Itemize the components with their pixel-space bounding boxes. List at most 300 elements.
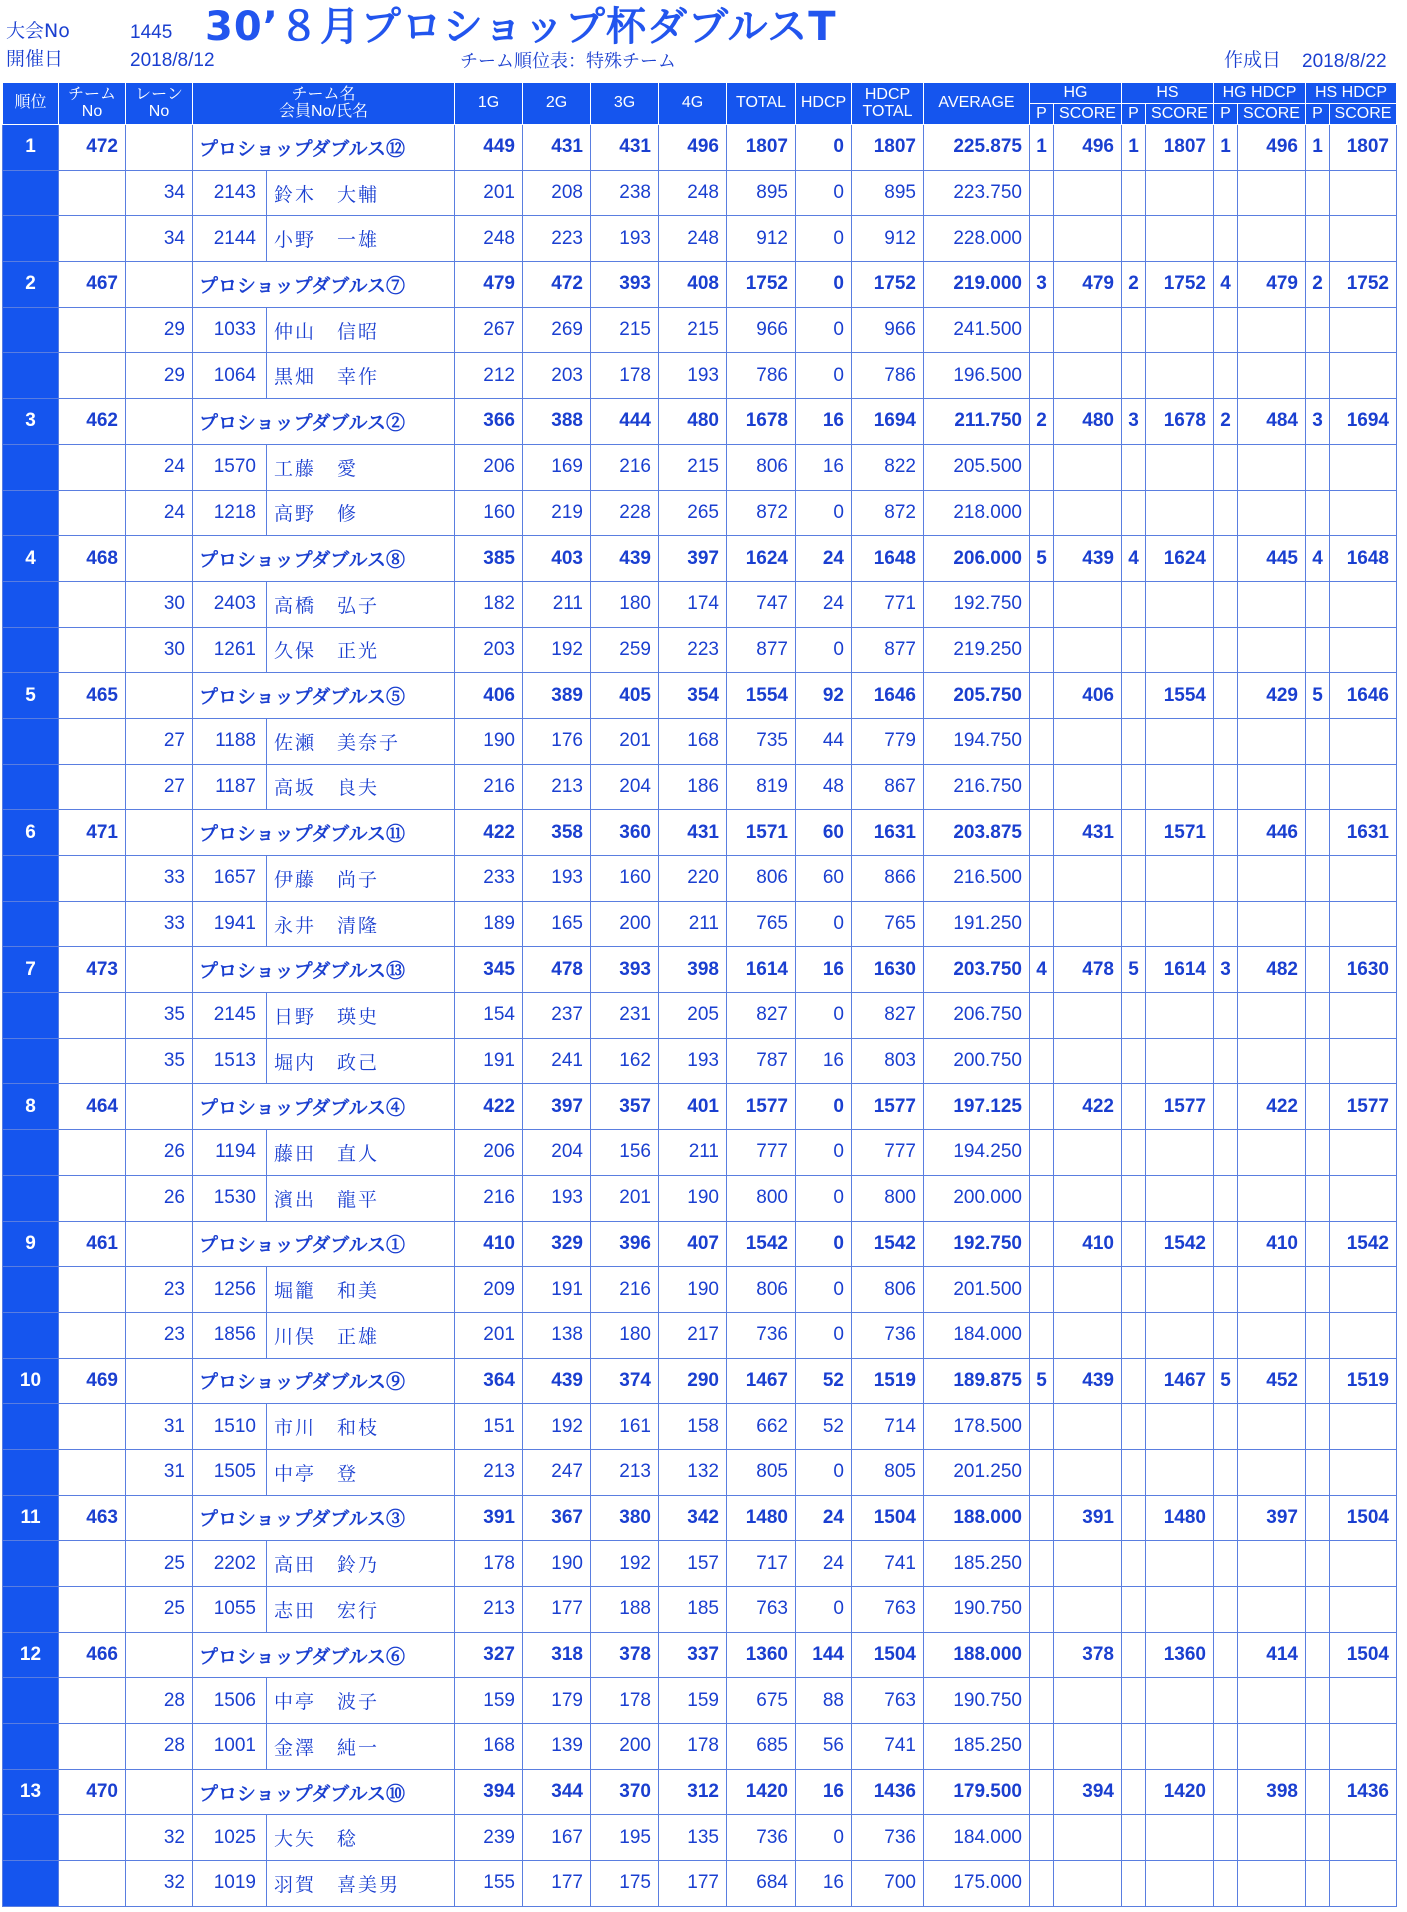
tournament-no-label: 大会No [6, 20, 70, 42]
lane-cell: 28 [126, 1678, 193, 1724]
average-cell: 205.750 [924, 673, 1030, 719]
team-no-cell [59, 581, 126, 627]
member-no-cell: 1506 [193, 1678, 267, 1724]
hsh-score-cell: 1519 [1330, 1358, 1397, 1404]
rank-cell: 12 [3, 1632, 59, 1678]
average-cell: 219.250 [924, 627, 1030, 673]
hgh-score-cell [1238, 444, 1306, 490]
col-1g: 1G [455, 83, 523, 125]
total-cell: 805 [727, 1449, 796, 1495]
game-1-cell: 160 [455, 490, 523, 536]
member-name-cell: 鈴木 大輔 [267, 170, 455, 216]
hgh-p-cell [1214, 490, 1238, 536]
rank-cell: 5 [3, 673, 59, 719]
member-row [3, 1175, 1397, 1221]
hgh-p-cell [1214, 307, 1238, 353]
hdcp-total-cell: 822 [852, 444, 924, 490]
hsh-p-cell [1306, 170, 1330, 216]
hsh-score-cell: 1630 [1330, 947, 1397, 993]
hgh-score-cell: 484 [1238, 399, 1306, 445]
hsh-score-cell [1330, 1861, 1397, 1907]
team-no-cell [59, 1815, 126, 1861]
hs-p-cell [1122, 1312, 1146, 1358]
hsh-score-cell: 1504 [1330, 1495, 1397, 1541]
team-no-cell: 465 [59, 673, 126, 719]
member-row [3, 627, 1397, 673]
hdcp-cell: 92 [796, 673, 852, 719]
member-no-cell: 1657 [193, 856, 267, 902]
total-cell: 1542 [727, 1221, 796, 1267]
game-2-cell: 403 [523, 536, 591, 582]
rank-cell: 13 [3, 1769, 59, 1815]
game-3-cell: 431 [591, 125, 659, 171]
game-3-cell: 201 [591, 1175, 659, 1221]
hs-p-cell [1122, 1541, 1146, 1587]
hg-score-cell [1054, 170, 1122, 216]
game-1-cell: 212 [455, 353, 523, 399]
game-3-cell: 378 [591, 1632, 659, 1678]
rank-cell [3, 901, 59, 947]
hs-p-cell [1122, 444, 1146, 490]
hsh-score-cell: 1504 [1330, 1632, 1397, 1678]
hgh-score-cell [1238, 901, 1306, 947]
game-2-cell: 192 [523, 1404, 591, 1450]
game-2-cell: 204 [523, 1130, 591, 1176]
lane-cell [126, 262, 193, 308]
lane-cell [126, 399, 193, 445]
total-cell: 736 [727, 1815, 796, 1861]
game-2-cell: 138 [523, 1312, 591, 1358]
hdcp-total-cell: 1630 [852, 947, 924, 993]
hdcp-cell: 16 [796, 1769, 852, 1815]
hsh-score-cell: 1752 [1330, 262, 1397, 308]
game-1-cell: 364 [455, 1358, 523, 1404]
lane-cell [126, 536, 193, 582]
game-4-cell: 132 [659, 1449, 727, 1495]
hgh-p-cell [1214, 1312, 1238, 1358]
game-4-cell: 177 [659, 1861, 727, 1907]
hs-score-cell: 1624 [1146, 536, 1214, 582]
total-cell: 966 [727, 307, 796, 353]
hgh-score-cell [1238, 1449, 1306, 1495]
col-team-name: チーム名 会員No/氏名 [193, 83, 455, 125]
lane-cell: 33 [126, 856, 193, 902]
game-4-cell: 217 [659, 1312, 727, 1358]
hs-score-cell [1146, 901, 1214, 947]
game-2-cell: 179 [523, 1678, 591, 1724]
hs-p-cell [1122, 1815, 1146, 1861]
hsh-p-cell [1306, 1358, 1330, 1404]
hsh-score-cell [1330, 1815, 1397, 1861]
game-2-cell: 193 [523, 856, 591, 902]
hg-p-cell [1030, 764, 1054, 810]
member-name-cell: 日野 瑛史 [267, 993, 455, 1039]
team-no-cell [59, 170, 126, 216]
hsh-score-cell: 1631 [1330, 810, 1397, 856]
member-name-cell: 志田 宏行 [267, 1587, 455, 1633]
hg-p-cell [1030, 1815, 1054, 1861]
hdcp-total-cell: 827 [852, 993, 924, 1039]
average-cell: 188.000 [924, 1632, 1030, 1678]
hs-score-cell: 1480 [1146, 1495, 1214, 1541]
game-3-cell: 216 [591, 1267, 659, 1313]
hdcp-cell: 24 [796, 536, 852, 582]
hg-score-cell: 391 [1054, 1495, 1122, 1541]
hsh-score-cell [1330, 764, 1397, 810]
hsh-p-cell [1306, 947, 1330, 993]
rank-cell [3, 1130, 59, 1176]
member-name-cell: 藤田 直人 [267, 1130, 455, 1176]
hg-p-cell [1030, 1175, 1054, 1221]
hsh-p-cell [1306, 1038, 1330, 1084]
game-2-cell: 388 [523, 399, 591, 445]
game-2-cell: 439 [523, 1358, 591, 1404]
member-row [3, 1038, 1397, 1084]
game-4-cell: 397 [659, 536, 727, 582]
team-row [3, 1084, 1397, 1130]
game-1-cell: 233 [455, 856, 523, 902]
member-no-cell: 1064 [193, 353, 267, 399]
game-3-cell: 393 [591, 262, 659, 308]
hs-score-cell [1146, 1861, 1214, 1907]
game-2-cell: 237 [523, 993, 591, 1039]
hsh-p-cell [1306, 1769, 1330, 1815]
total-cell: 787 [727, 1038, 796, 1084]
member-row [3, 856, 1397, 902]
member-name-cell: 仲山 信昭 [267, 307, 455, 353]
hs-score-cell [1146, 1404, 1214, 1450]
hgh-score-cell: 446 [1238, 810, 1306, 856]
team-no-cell [59, 1175, 126, 1221]
hs-score-cell [1146, 307, 1214, 353]
game-3-cell: 357 [591, 1084, 659, 1130]
total-cell: 747 [727, 581, 796, 627]
lane-cell: 30 [126, 581, 193, 627]
average-cell: 190.750 [924, 1678, 1030, 1724]
hg-p-cell [1030, 856, 1054, 902]
hgh-score-cell [1238, 1587, 1306, 1633]
game-3-cell: 160 [591, 856, 659, 902]
hgh-score-cell: 410 [1238, 1221, 1306, 1267]
game-4-cell: 174 [659, 581, 727, 627]
team-no-cell: 462 [59, 399, 126, 445]
game-3-cell: 200 [591, 901, 659, 947]
col-team-no: チーム No [59, 83, 126, 125]
game-1-cell: 178 [455, 1541, 523, 1587]
game-3-cell: 200 [591, 1724, 659, 1770]
hgh-p-cell [1214, 1495, 1238, 1541]
hgh-score-cell [1238, 581, 1306, 627]
hgh-p-cell [1214, 1678, 1238, 1724]
team-name-cell: プロショップダブルス⑨ [193, 1358, 455, 1404]
hgh-score-cell [1238, 1267, 1306, 1313]
hs-score-cell [1146, 1267, 1214, 1313]
game-3-cell: 178 [591, 1678, 659, 1724]
total-cell: 675 [727, 1678, 796, 1724]
total-cell: 806 [727, 1267, 796, 1313]
game-2-cell: 329 [523, 1221, 591, 1267]
rank-cell: 11 [3, 1495, 59, 1541]
total-cell: 662 [727, 1404, 796, 1450]
hg-p-cell: 1 [1030, 125, 1054, 171]
hs-p-cell [1122, 1861, 1146, 1907]
team-no-cell [59, 1449, 126, 1495]
hsh-score-cell [1330, 1175, 1397, 1221]
game-4-cell: 401 [659, 1084, 727, 1130]
hg-p-cell [1030, 810, 1054, 856]
game-1-cell: 385 [455, 536, 523, 582]
team-name-cell: プロショップダブルス① [193, 1221, 455, 1267]
rank-cell: 8 [3, 1084, 59, 1130]
hg-score-cell [1054, 993, 1122, 1039]
total-cell: 800 [727, 1175, 796, 1221]
hdcp-cell: 0 [796, 307, 852, 353]
team-name-cell: プロショップダブルス④ [193, 1084, 455, 1130]
member-row [3, 1267, 1397, 1313]
hsh-score-cell [1330, 444, 1397, 490]
game-4-cell: 157 [659, 1541, 727, 1587]
game-3-cell: 380 [591, 1495, 659, 1541]
hsh-p-cell [1306, 1404, 1330, 1450]
average-cell: 179.500 [924, 1769, 1030, 1815]
hdcp-total-cell: 805 [852, 1449, 924, 1495]
hg-score-cell [1054, 1449, 1122, 1495]
hdcp-cell: 0 [796, 1084, 852, 1130]
hs-score-cell [1146, 1312, 1214, 1358]
hs-p-cell [1122, 490, 1146, 536]
member-row [3, 307, 1397, 353]
game-4-cell: 290 [659, 1358, 727, 1404]
member-name-cell: 佐瀬 美奈子 [267, 718, 455, 764]
game-2-cell: 203 [523, 353, 591, 399]
member-row [3, 1861, 1397, 1907]
game-1-cell: 191 [455, 1038, 523, 1084]
member-name-cell: 高橋 弘子 [267, 581, 455, 627]
game-4-cell: 431 [659, 810, 727, 856]
game-3-cell: 161 [591, 1404, 659, 1450]
hg-score-cell [1054, 307, 1122, 353]
team-row [3, 536, 1397, 582]
member-name-cell: 小野 一雄 [267, 216, 455, 262]
hsh-score-cell [1330, 901, 1397, 947]
hsh-p-cell [1306, 1724, 1330, 1770]
hg-p-cell [1030, 170, 1054, 216]
game-4-cell: 496 [659, 125, 727, 171]
hgh-p-cell: 2 [1214, 399, 1238, 445]
hdcp-cell: 0 [796, 1130, 852, 1176]
member-row [3, 490, 1397, 536]
total-cell: 735 [727, 718, 796, 764]
hs-p-cell: 5 [1122, 947, 1146, 993]
hs-p-cell [1122, 810, 1146, 856]
hgh-score-cell [1238, 993, 1306, 1039]
hsh-p-cell [1306, 764, 1330, 810]
hsh-p-cell [1306, 1861, 1330, 1907]
team-no-cell: 471 [59, 810, 126, 856]
game-2-cell: 219 [523, 490, 591, 536]
hs-p-cell: 2 [1122, 262, 1146, 308]
hsh-score-cell: 1646 [1330, 673, 1397, 719]
hsh-p-cell: 5 [1306, 673, 1330, 719]
game-4-cell: 265 [659, 490, 727, 536]
average-cell: 191.250 [924, 901, 1030, 947]
game-2-cell: 358 [523, 810, 591, 856]
total-cell: 1678 [727, 399, 796, 445]
rank-cell [3, 1724, 59, 1770]
hsh-p-cell: 1 [1306, 125, 1330, 171]
average-cell: 184.000 [924, 1312, 1030, 1358]
hgh-score-cell: 496 [1238, 125, 1306, 171]
member-row [3, 1678, 1397, 1724]
game-4-cell: 159 [659, 1678, 727, 1724]
game-2-cell: 241 [523, 1038, 591, 1084]
lane-cell: 27 [126, 764, 193, 810]
lane-cell: 33 [126, 901, 193, 947]
hg-score-cell: 422 [1054, 1084, 1122, 1130]
hsh-score-cell [1330, 1130, 1397, 1176]
hs-score-cell [1146, 490, 1214, 536]
game-1-cell: 213 [455, 1449, 523, 1495]
col-hs-hdcp: HS HDCP [1306, 83, 1397, 104]
team-no-cell: 470 [59, 1769, 126, 1815]
hs-p-cell [1122, 1130, 1146, 1176]
lane-cell: 26 [126, 1175, 193, 1221]
rank-cell: 6 [3, 810, 59, 856]
member-row [3, 718, 1397, 764]
tournament-no: 1445 [130, 22, 173, 43]
lane-cell: 29 [126, 353, 193, 399]
game-1-cell: 479 [455, 262, 523, 308]
hs-score-cell [1146, 1815, 1214, 1861]
hgh-score-cell [1238, 856, 1306, 902]
hs-score-cell [1146, 993, 1214, 1039]
team-no-cell [59, 993, 126, 1039]
game-4-cell: 185 [659, 1587, 727, 1633]
hdcp-cell: 0 [796, 490, 852, 536]
game-2-cell: 191 [523, 1267, 591, 1313]
hdcp-cell: 24 [796, 1495, 852, 1541]
hdcp-total-cell: 1504 [852, 1632, 924, 1678]
lane-cell: 25 [126, 1587, 193, 1633]
hs-score-cell [1146, 1449, 1214, 1495]
hsh-p-cell [1306, 718, 1330, 764]
hgh-score-cell [1238, 627, 1306, 673]
hsh-score-cell [1330, 1312, 1397, 1358]
hsh-score-cell [1330, 170, 1397, 216]
member-name-cell: 工藤 愛 [267, 444, 455, 490]
game-3-cell: 444 [591, 399, 659, 445]
hsh-score-cell [1330, 1541, 1397, 1587]
member-row [3, 444, 1397, 490]
game-2-cell: 208 [523, 170, 591, 216]
team-no-cell [59, 353, 126, 399]
hdcp-total-cell: 867 [852, 764, 924, 810]
member-row [3, 1724, 1397, 1770]
rank-cell [3, 1449, 59, 1495]
team-no-cell [59, 1404, 126, 1450]
member-no-cell: 2145 [193, 993, 267, 1039]
game-1-cell: 449 [455, 125, 523, 171]
game-3-cell: 180 [591, 581, 659, 627]
hgh-p-cell [1214, 993, 1238, 1039]
hg-p-cell [1030, 307, 1054, 353]
game-4-cell: 337 [659, 1632, 727, 1678]
hs-p-cell [1122, 764, 1146, 810]
team-row [3, 1495, 1397, 1541]
hsh-p-cell [1306, 1175, 1330, 1221]
hdcp-total-cell: 895 [852, 170, 924, 216]
game-3-cell: 215 [591, 307, 659, 353]
team-no-cell [59, 216, 126, 262]
team-no-cell [59, 1267, 126, 1313]
hg-p-cell [1030, 444, 1054, 490]
game-1-cell: 213 [455, 1587, 523, 1633]
hdcp-total-cell: 1631 [852, 810, 924, 856]
game-1-cell: 203 [455, 627, 523, 673]
game-4-cell: 205 [659, 993, 727, 1039]
total-cell: 1752 [727, 262, 796, 308]
hgh-score-cell [1238, 1130, 1306, 1176]
hdcp-total-cell: 872 [852, 490, 924, 536]
report-header [0, 0, 1407, 82]
average-cell: 185.250 [924, 1541, 1030, 1587]
col-3g: 3G [591, 83, 659, 125]
hgh-p-cell [1214, 444, 1238, 490]
hgh-p-cell [1214, 1267, 1238, 1313]
hgh-p-cell [1214, 170, 1238, 216]
hs-p-cell [1122, 627, 1146, 673]
game-3-cell: 360 [591, 810, 659, 856]
hgh-score-cell [1238, 1312, 1306, 1358]
hsh-p-cell: 3 [1306, 399, 1330, 445]
rank-cell [3, 856, 59, 902]
hsh-p-cell [1306, 810, 1330, 856]
hg-p-cell [1030, 993, 1054, 1039]
hdcp-total-cell: 777 [852, 1130, 924, 1176]
total-cell: 786 [727, 353, 796, 399]
hdcp-cell: 48 [796, 764, 852, 810]
hs-p-cell [1122, 1084, 1146, 1130]
hs-score-cell [1146, 856, 1214, 902]
hgh-score-cell: 414 [1238, 1632, 1306, 1678]
game-1-cell: 201 [455, 170, 523, 216]
hg-p-cell [1030, 718, 1054, 764]
member-row [3, 1449, 1397, 1495]
member-name-cell: 羽賀 喜美男 [267, 1861, 455, 1907]
hgh-p-cell: 5 [1214, 1358, 1238, 1404]
total-cell: 684 [727, 1861, 796, 1907]
team-no-cell: 464 [59, 1084, 126, 1130]
total-cell: 736 [727, 1312, 796, 1358]
total-cell: 1467 [727, 1358, 796, 1404]
hs-p-cell [1122, 993, 1146, 1039]
hs-score-cell: 1554 [1146, 673, 1214, 719]
hsh-score-cell [1330, 1587, 1397, 1633]
member-no-cell: 1856 [193, 1312, 267, 1358]
total-cell: 827 [727, 993, 796, 1039]
game-1-cell: 410 [455, 1221, 523, 1267]
hsh-p-cell [1306, 901, 1330, 947]
hs-score-cell [1146, 718, 1214, 764]
hdcp-cell: 0 [796, 262, 852, 308]
average-cell: 196.500 [924, 353, 1030, 399]
game-3-cell: 396 [591, 1221, 659, 1267]
hgh-score-cell [1238, 718, 1306, 764]
total-cell: 765 [727, 901, 796, 947]
hs-p-cell [1122, 1267, 1146, 1313]
member-no-cell: 2202 [193, 1541, 267, 1587]
team-no-cell: 467 [59, 262, 126, 308]
